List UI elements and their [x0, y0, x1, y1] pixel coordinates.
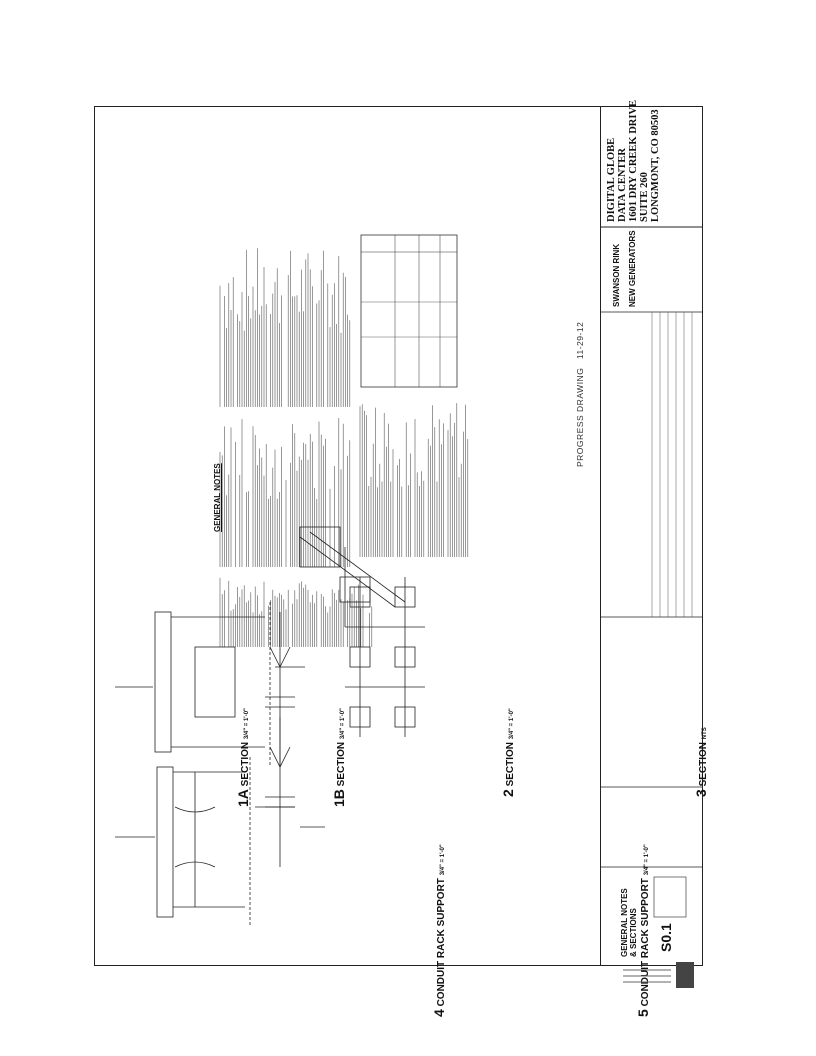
project-address: DIGITAL GLOBE DATA CENTER 1601 DRY CREEK DRIVE SUITE 260 LONGMONT, CO 80503	[606, 99, 661, 222]
sheet-title: GENERAL NOTES & SECTIONS	[620, 888, 638, 957]
section-5-detail	[115, 602, 305, 767]
title-block	[600, 99, 702, 965]
general-notes-text-blocks	[95, 107, 600, 965]
section-1b-detail	[265, 612, 295, 767]
title-block-lines	[600, 107, 702, 965]
project-name: NEW GENERATORS	[628, 230, 637, 307]
section-4-detail	[115, 757, 295, 927]
progress-date: 11-29-12	[575, 321, 585, 360]
sheet-number: S0.1	[658, 923, 674, 952]
section-5-label: 5 CONDUIT RACK SUPPORT 3/4" = 1'-0"	[635, 844, 651, 1017]
firm-name: SWANSON RINK	[612, 243, 621, 307]
notes-table	[361, 235, 457, 387]
section-1a-label: 1A SECTION 3/4" = 1'-0"	[235, 708, 251, 807]
section-2-detail	[300, 527, 405, 627]
section-3-detail	[345, 577, 425, 737]
section-1a-detail	[265, 717, 325, 867]
progress-label: PROGRESS DRAWING	[575, 367, 585, 467]
section-4-label: 4 CONDUIT RACK SUPPORT 3/4" = 1'-0"	[431, 844, 447, 1017]
section-3-label: 3 SECTION NTS	[693, 727, 709, 797]
drawing-sheet	[94, 99, 709, 1017]
section-1b-label: 1B SECTION 3/4" = 1'-0"	[331, 708, 347, 807]
section-2-label: 2 SECTION 3/4" = 1'-0"	[500, 708, 516, 797]
scan-stamp	[621, 960, 711, 990]
progress-drawing-stamp	[575, 322, 585, 467]
general-notes-title: GENERAL NOTES	[213, 463, 222, 532]
